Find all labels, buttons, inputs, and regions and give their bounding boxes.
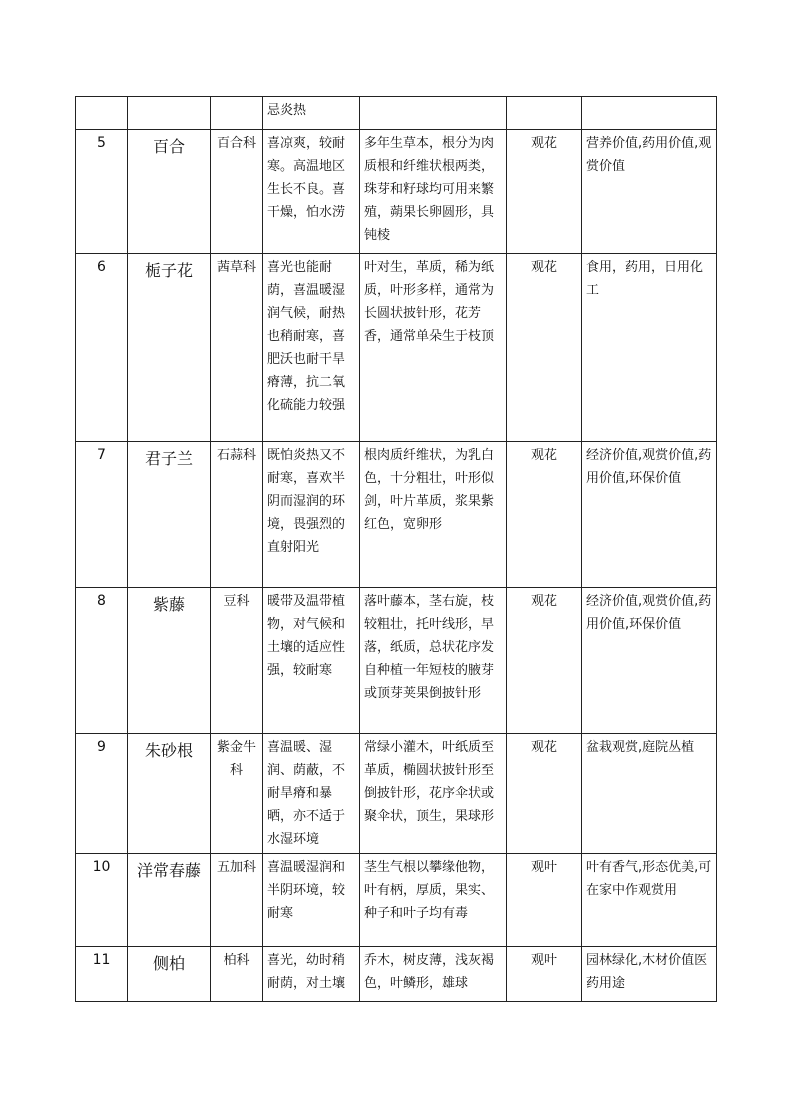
cell-name: 百合 xyxy=(128,130,211,254)
cell-name: 侧柏 xyxy=(128,947,211,1002)
table-row xyxy=(76,734,717,854)
cell-value: 盆栽观赏,庭院丛植 xyxy=(582,734,717,854)
cell-use: 观花 xyxy=(507,130,582,254)
cell-name xyxy=(128,97,211,130)
cell-morphology: 叶对生，革质，稀为纸质，叶形多样，通常为长圆状披针形，花芳香，通常单朵生于枝顶 xyxy=(360,254,507,442)
plant-table xyxy=(75,96,717,1002)
cell-family: 豆科 xyxy=(211,588,263,734)
cell-family xyxy=(211,97,263,130)
table-row-continued xyxy=(76,97,717,130)
cell-num xyxy=(76,97,128,130)
cell-name: 君子兰 xyxy=(128,442,211,588)
table-row xyxy=(76,130,717,254)
cell-name: 洋常春藤 xyxy=(128,854,211,947)
cell-habit: 喜光，幼时稍耐荫，对土壤 xyxy=(263,947,360,1002)
cell-num: 7 xyxy=(76,442,128,588)
cell-value xyxy=(582,97,717,130)
table-row xyxy=(76,588,717,734)
cell-morphology: 多年生草本，根分为肉质根和纤维状根两类，珠芽和籽球均可用来繁殖，蒴果长卵圆形，具钝棱 xyxy=(360,130,507,254)
cell-use: 观叶 xyxy=(507,947,582,1002)
table-row xyxy=(76,254,717,442)
cell-num: 11 xyxy=(76,947,128,1002)
cell-value: 营养价值,药用价值,观赏价值 xyxy=(582,130,717,254)
cell-family: 柏科 xyxy=(211,947,263,1002)
cell-morphology: 乔木，树皮薄，浅灰褐色，叶鳞形，雄球 xyxy=(360,947,507,1002)
cell-use: 观花 xyxy=(507,254,582,442)
cell-name: 紫藤 xyxy=(128,588,211,734)
cell-morphology: 落叶藤本，茎右旋，枝较粗壮，托叶线形，早落，纸质，总状花序发自种植一年短枝的腋芽或顶芽荚果倒披针形 xyxy=(360,588,507,734)
cell-value: 食用，药用，日用化工 xyxy=(582,254,717,442)
cell-family: 五加科 xyxy=(211,854,263,947)
cell-value: 经济价值,观赏价值,药用价值,环保价值 xyxy=(582,588,717,734)
cell-num: 9 xyxy=(76,734,128,854)
cell-habit: 喜温暖湿润和半阴环境，较耐寒 xyxy=(263,854,360,947)
table-row xyxy=(76,442,717,588)
table-row xyxy=(76,947,717,1002)
cell-num: 5 xyxy=(76,130,128,254)
cell-family: 茜草科 xyxy=(211,254,263,442)
cell-morphology: 常绿小灌木，叶纸质至革质，椭圆状披针形至倒披针形，花序伞状或聚伞状，顶生，果球形 xyxy=(360,734,507,854)
cell-value: 叶有香气,形态优美,可在家中作观赏用 xyxy=(582,854,717,947)
cell-morphology xyxy=(360,97,507,130)
cell-use: 观叶 xyxy=(507,854,582,947)
cell-morphology: 茎生气根以攀缘他物，叶有柄，厚质，果实、种子和叶子均有毒 xyxy=(360,854,507,947)
cell-value: 经济价值,观赏价值,药用价值,环保价值 xyxy=(582,442,717,588)
cell-num: 8 xyxy=(76,588,128,734)
cell-habit: 喜光也能耐荫，喜温暖湿润气候，耐热也稍耐寒，喜肥沃也耐干旱瘠薄，抗二氧化硫能力较强 xyxy=(263,254,360,442)
cell-name: 朱砂根 xyxy=(128,734,211,854)
cell-habit: 喜温暖、湿润、荫蔽，不耐旱瘠和暴晒，亦不适于水湿环境 xyxy=(263,734,360,854)
table-row xyxy=(76,854,717,947)
cell-family: 百合科 xyxy=(211,130,263,254)
cell-use: 观花 xyxy=(507,442,582,588)
cell-habit: 喜凉爽，较耐寒。高温地区生长不良。喜干燥，怕水涝 xyxy=(263,130,360,254)
cell-value: 园林绿化,木材价值医药用途 xyxy=(582,947,717,1002)
cell-habit: 暖带及温带植物，对气候和土壤的适应性强，较耐寒 xyxy=(263,588,360,734)
cell-habit: 忌炎热 xyxy=(263,97,360,130)
cell-family: 石蒜科 xyxy=(211,442,263,588)
cell-use: 观花 xyxy=(507,734,582,854)
cell-family: 紫金牛科 xyxy=(211,734,263,854)
cell-name: 栀子花 xyxy=(128,254,211,442)
cell-num: 6 xyxy=(76,254,128,442)
cell-num: 10 xyxy=(76,854,128,947)
cell-use: 观花 xyxy=(507,588,582,734)
cell-use xyxy=(507,97,582,130)
cell-morphology: 根肉质纤维状，为乳白色，十分粗壮，叶形似剑，叶片革质，浆果紫红色，宽卵形 xyxy=(360,442,507,588)
cell-habit: 既怕炎热又不耐寒，喜欢半阴而湿润的环境，畏强烈的直射阳光 xyxy=(263,442,360,588)
